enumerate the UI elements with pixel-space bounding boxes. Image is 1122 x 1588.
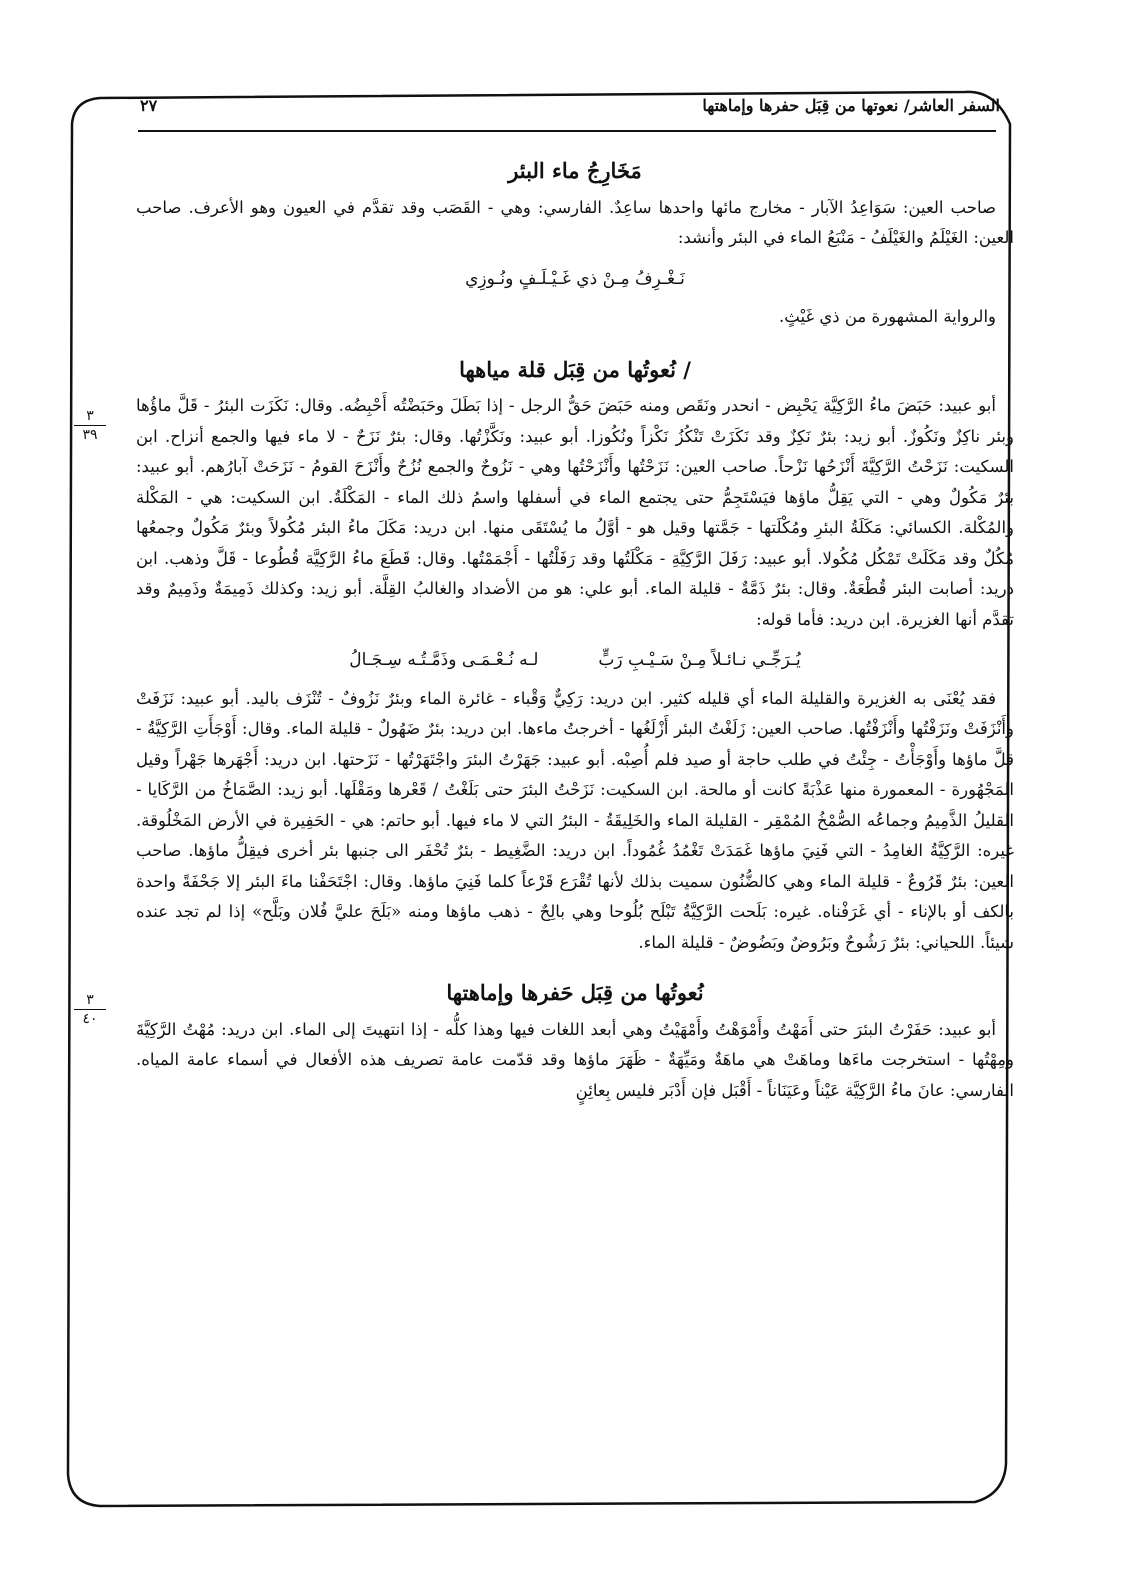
margin-note-bottom: ٣٩ xyxy=(82,427,98,443)
paragraph: فقد يُعْنَى به الغزيرة والقليلة الماء أي قليله كثير. ابن دريد: رَكِيٌّ وَقْباء - غائرة الماء وبئرٌ نَزُوفٌ - تُنْزَف باليد. أبو عبيد: نَزَفَتْ وأَنْزَفَتْ ونَزَفْتُها وأَنْزَفْتُها. صاحب العين: زَلَغْتُ البئر أَزْلَغُها - أخرجتُ ماءها. ابن دريد: بئرٌ ضَهُولٌ - قليلة الماء. وقال: أَوْجَأَتِ الرَّكِيَّةُ - قلَّ ماؤها وأَوْجَأْتُ - جِئْتُ في طلب حاجة أو صيد فلم أُصِبْه. أبو عبيد: جَهَرْتُ البئرَ واجْتَهَرْتُها - نَزَحتها. ابن دريد: أَجْهَرها جَهْراً وقيل المَجْهُورة - المعمورة منها عَذْبَةً كانت أو مالحة. ابن السكيت: نَزَحْتُ البئرَ حتى بَلَغْتُ / قَعْرها ومَقْلَها. أبو زيد: الصَّمَاخُ من الرَّكَايا - القليلُ الذَّمِيمُ وجماعُه الصُّمْخُ المُمْقِر - القليلة الماء والخَلِيقَةُ - البئرُ التي لا ماء فيها. أبو حاتم: هي - الحَفِيرة في الأرض المَخْلُوقة. غيره: الرَّكِيَّةُ الغامِدُ - التي فَنِيَ ماؤها غَمَدَتْ تَغْمُدُ غُمُوداً. ابن دريد: الضَّغِيط - بئرٌ تُحْفَر الى جنبها بئر أخرى فيقِلُّ ماؤها. صاحب العين: بئرٌ قَرُوعٌ - قليلة الماء وهي كالضُّنُون سميت بذلك لأنها تُقْرَع قَرْعاً كلما فَنِيَ ماؤها. وقال: اجْتَحَفْنا ماءَ البئر إلا جَحْفَةً واحدة بالكف أو بالإناء - أي غَرَفْناه. غيره: بَلَحت الرَّكِيَّةُ تَبْلَح بُلُوحا وهي بالِحٌ - ذهب ماؤها ومنه «بَلَحَ عليَّ فُلان وبَلَّح» إذا لم تجد عنده شيئاً. اللحياني: بئرٌ رَشُوحٌ وبَرُوضٌ وبَضُوضٌ - قليلة الماء. xyxy=(136,688,1014,952)
section-title: / نُعوتُها من قِبَل قلة مياهها xyxy=(459,356,691,382)
margin-note-top: ٣ xyxy=(86,408,94,424)
paragraph: والرواية المشهورة من ذي غَيْثٍ. xyxy=(779,307,996,326)
verse-couplet xyxy=(136,645,1014,676)
verse: نَـغْـرِفُ مِـنْ ذي غَـيْـلَـفٍ ونُـوزِي xyxy=(465,268,685,289)
page-header xyxy=(140,96,1000,126)
paragraph: أبو عبيد: حَبَضَ ماءُ الرَّكِيَّة يَحْبِض - انحدر ونَقَص ومنه حَبَضَ حَقُّ الرجل - إذا بَطَلَ وحَبَضْتُه أَحْبِضُه. وقال: نَكَزَت البئرُ - قَلَّ ماؤُها وبئر ناكِزٌ ونَكُوزٌ. أبو زيد: بئرٌ نَكِزٌ وقد نَكَزَتْ تَنْكُزُ نَكْزاً ونُكُوزا. أبو عبيد: ونَكَّزْتُها. وقال: بئرٌ نَزَحٌ - لا ماء فيها والجمع أنزاح. ابن السكيت: نَزَحْتُ الرَّكِيَّةَ أَنْزَحُها نَزْحاً. صاحب العين: نَزَحْتُها وأَنْزَحْتُها وهي - نَزُوحٌ والجمع نُزُحٌ وأَنْزَحَ القومُ - نَزَحَتْ آبارُهم. أبو عبيد: بئرٌ مَكُولٌ وهي - التي يَقِلُّ ماؤها فيَسْتَجِمُّ حتى يجتمع الماء في أسفلها واسمُ ذلك الماء - المَكْلَةُ. ابن السكيت: هي - المَكْلة والمُكْلة. الكسائي: مَكَلَةُ البئرِ ومُكْلَتها - جَمَّتها وقيل هو - أوَّلُ ما يُسْتَقَى منها. ابن دريد: مَكَلَ ماءُ البئر مُكُولاً وبئرٌ مَكُولٌ وجمعُها مُكُلٌ وقد مَكَلَتْ تَمْكُل مُكُولا. أبو عبيد: رَفَلَ الرَّكِيَّةِ - مَكْلَتُها وقد رَفَلْتُها - أَجْمَمْتُها. وقال: قَطَعَ ماءُ الرَّكِيَّة قُطُوعا - قَلَّ وذهب. ابن دريد: أصابت البئر قُطْعَةٌ. وقال: بئرٌ ذَمَّةٌ - قليلة الماء. أبو علي: هو من الأضداد والغالبُ القِلَّة. أبو زيد: وكذلك ذَمِيمَةٌ وذَمِيمٌ وقد تقدَّم أنها الغزيرة. ابن دريد: فأما قوله: xyxy=(136,396,1014,629)
section-title: مَخَارِجُ ماء البئر xyxy=(508,158,642,183)
verse-hemistich-first: يُـرَجِّـي نـائـلاً مِـنْ سَـيْـبِ رَبٍّ xyxy=(598,650,801,670)
verse-hemistich-second: لـه نُـعْـمَـى وذَمَّـتُـه سِـجَـالُ xyxy=(349,650,539,670)
margin-note-bar xyxy=(74,1009,106,1010)
section-title: نُعوتُها من قِبَل حَفرها وإماهتها xyxy=(446,980,704,1005)
margin-note xyxy=(70,408,110,443)
page-body xyxy=(136,150,1014,1116)
margin-note-bar xyxy=(74,425,106,426)
paragraph: أبو عبيد: حَفَرْتُ البئرَ حتى أَمَهْتُ وأَمْوَهْتُ وأَمْهَيْتُ وهي أبعد اللغات فيها وهذا كلُّه - إذا انتهيتَ إلى الماء. ابن دريد: مُهْتُ الرَّكِيَّةَ ومِهْتُها - استخرجت ماءَها وماهَتْ هي ماهَةٌ ومَيِّهَةٌ - ظَهَرَ ماؤها وقد قدّمت عامة تصريف هذه الأفعال في أسماء عامة المياه. الفارسي: عانَ ماءُ الرَّكِيَّة عَيْناً وعَيَنَاناً - أَقْبَل فإن أَدْبَر فليس بِعائِنٍ xyxy=(136,1019,1014,1100)
margin-note xyxy=(70,992,110,1027)
margin-note-top: ٣ xyxy=(86,992,94,1008)
page-number: ٢٧ xyxy=(140,96,158,115)
header-rule xyxy=(138,130,996,132)
margin-note-bottom: ٤٠ xyxy=(82,1011,98,1027)
running-head: السفر العاشر/ نعوتها من قِبَل حفرها وإماهتها xyxy=(702,96,1000,115)
paragraph: صاحب العين: سَوَاعِدُ الآبار - مخارج مائها واحدها ساعِدٌ. الفارسي: وهي - القَصَب وقد تقدَّم في العيون وهو الأعرف. صاحب العين: الغَيْلَمُ والغَيْلَفُ - مَنْبَعُ الماء في البئر وأنشد: xyxy=(136,197,1014,247)
